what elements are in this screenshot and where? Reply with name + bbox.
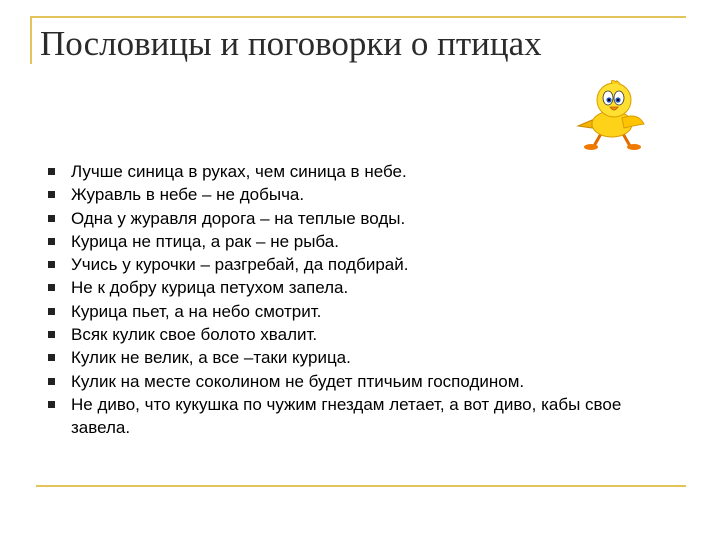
proverb-text: Кулик на месте соколином не будет птичьим господином. bbox=[71, 371, 525, 391]
square-bullet-icon bbox=[48, 191, 55, 198]
square-bullet-icon bbox=[48, 354, 55, 361]
list-item bbox=[40, 207, 680, 230]
list-item bbox=[40, 230, 680, 253]
square-bullet-icon bbox=[48, 378, 55, 385]
square-bullet-icon bbox=[48, 401, 55, 408]
list-item bbox=[40, 253, 680, 276]
list-item bbox=[40, 323, 680, 346]
square-bullet-icon bbox=[48, 308, 55, 315]
proverb-text: Журавль в небе – не добыча. bbox=[71, 185, 305, 205]
list-item bbox=[40, 160, 680, 183]
square-bullet-icon bbox=[48, 168, 55, 175]
list-item bbox=[40, 346, 680, 369]
proverb-text: Не диво, что кукушка по чужим гнездам летает, а вот диво, кабы свое завела. bbox=[71, 394, 622, 438]
square-bullet-icon bbox=[48, 284, 55, 291]
proverb-text: Курица не птица, а рак – не рыба. bbox=[71, 231, 339, 251]
yellow-bird-icon bbox=[572, 80, 658, 152]
proverb-text: Всяк кулик свое болото хвалит. bbox=[71, 325, 318, 345]
list-item bbox=[40, 393, 680, 440]
square-bullet-icon bbox=[48, 331, 55, 338]
proverb-text: Одна у журавля дорога – на теплые воды. bbox=[71, 208, 406, 228]
proverb-text: Лучше синица в руках, чем синица в небе. bbox=[71, 162, 407, 181]
proverb-text: Кулик не велик, а все –таки курица. bbox=[71, 348, 351, 368]
proverb-text: Курица пьет, а на небо смотрит. bbox=[71, 301, 322, 321]
square-bullet-icon bbox=[48, 238, 55, 245]
proverb-text: Учись у курочки – разгребай, да подбирай. bbox=[71, 255, 409, 275]
list-item bbox=[40, 276, 680, 299]
square-bullet-icon bbox=[48, 261, 55, 268]
top-divider bbox=[30, 16, 686, 18]
list-item bbox=[40, 370, 680, 393]
list-item bbox=[40, 183, 680, 206]
list-item bbox=[40, 300, 680, 323]
left-divider bbox=[30, 16, 32, 64]
proverb-text: Не к добру курица петухом запела. bbox=[71, 278, 349, 298]
bottom-divider bbox=[36, 485, 686, 487]
slide-title: Пословицы и поговорки о птицах bbox=[40, 24, 542, 63]
square-bullet-icon bbox=[48, 215, 55, 222]
proverb-list bbox=[40, 160, 680, 440]
